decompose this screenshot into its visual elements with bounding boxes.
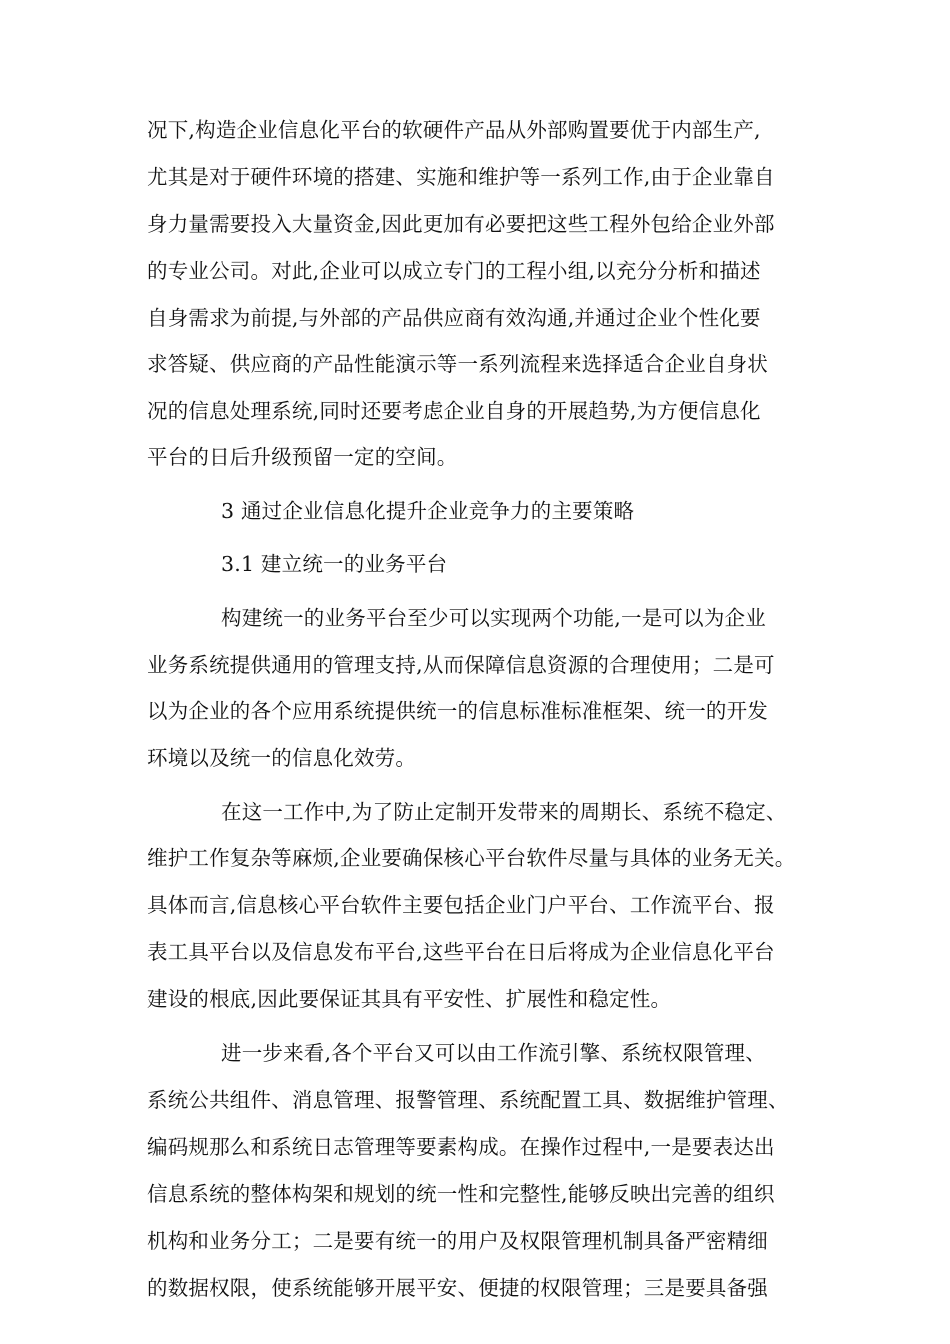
text-line: 尤其是对于硬件环境的搭建、实施和维护等一系列工作,由于企业靠自 [147, 165, 775, 189]
text-line: 构建统一的业务平台至少可以实现两个功能,一是可以为企业 [221, 606, 766, 630]
subsection-heading: 3.1 建立统一的业务平台 [221, 552, 448, 576]
text-line: 身力量需要投入大量资金,因此更加有必要把这些工程外包给企业外部 [147, 212, 775, 236]
text-line: 自身需求为前提,与外部的产品供应商有效沟通,并通过企业个性化要 [147, 306, 761, 330]
text-line: 具体而言,信息核心平台软件主要包括企业门户平台、工作流平台、报 [147, 893, 775, 917]
text-line: 平台的日后升级预留一定的空间。 [147, 445, 458, 469]
text-line: 表工具平台以及信息发布平台,这些平台在日后将成为企业信息化平台 [147, 940, 775, 964]
text-line: 在这一工作中,为了防止定制开发带来的周期长、系统不稳定、 [221, 800, 787, 824]
text-line: 编码规那么和系统日志管理等要素构成。在操作过程中,一是要表达出 [147, 1135, 775, 1159]
text-line: 求答疑、供应商的产品性能演示等一系列流程来选择适合企业自身状 [147, 352, 768, 376]
text-line: 况的信息处理系统,同时还要考虑企业自身的开展趋势,为方便信息化 [147, 399, 761, 423]
text-line: 业务系统提供通用的管理支持,从而保障信息资源的合理使用；二是可 [147, 653, 775, 677]
text-line: 况下,构造企业信息化平台的软硬件产品从外部购置要优于内部生产, [147, 118, 761, 142]
text-line: 进一步来看,各个平台又可以由工作流引擎、系统权限管理、 [221, 1041, 766, 1065]
text-line: 维护工作复杂等麻烦,企业要确保核心平台软件尽量与具体的业务无关。 [147, 846, 796, 870]
text-line: 建设的根底,因此要保证其具有平安性、扩展性和稳定性。 [147, 987, 672, 1011]
text-line: 信息系统的整体构架和规划的统一性和完整性,能够反映出完善的组织 [147, 1182, 775, 1206]
text-line: 的数据权限，使系统能够开展平安、便捷的权限管理；三是要具备强 [147, 1276, 768, 1300]
section-heading: 3 通过企业信息化提升企业竞争力的主要策略 [221, 499, 635, 523]
text-line: 系统公共组件、消息管理、报警管理、系统配置工具、数据维护管理、 [147, 1088, 789, 1112]
text-line: 的专业公司。对此,企业可以成立专门的工程小组,以充分分析和描述 [147, 259, 761, 283]
text-line: 环境以及统一的信息化效劳。 [147, 746, 417, 770]
text-line: 机构和业务分工；二是要有统一的用户及权限管理机制具备严密精细 [147, 1229, 768, 1253]
text-line: 以为企业的各个应用系统提供统一的信息标准标准框架、统一的开发 [147, 699, 768, 723]
